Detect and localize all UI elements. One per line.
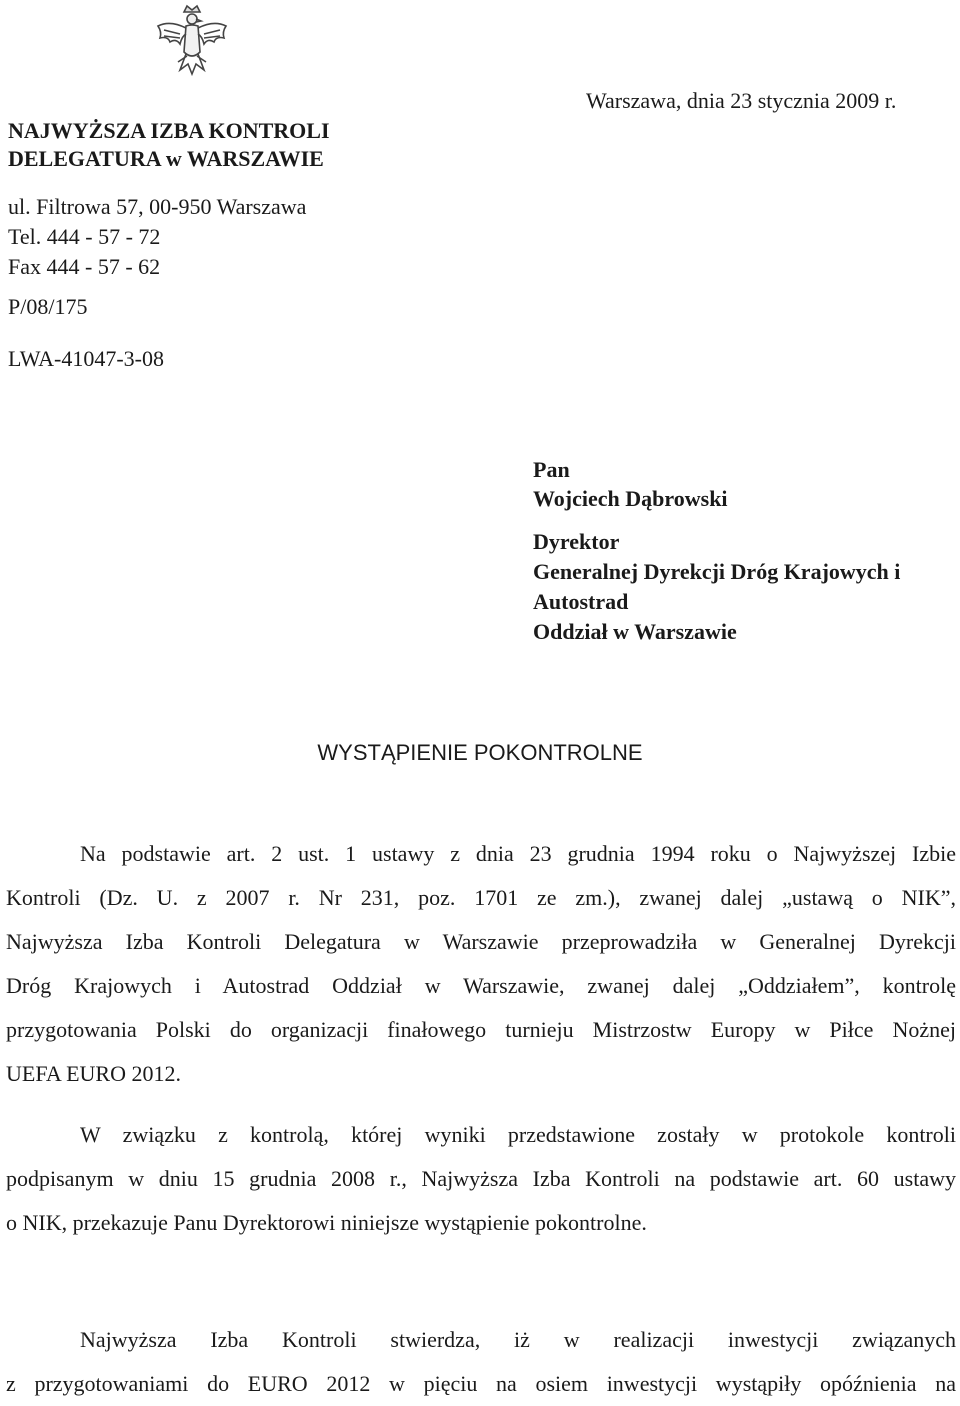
- body-paragraph-1: [6, 832, 956, 1096]
- body-paragraph-3: [6, 1318, 956, 1406]
- paragraph-line: Kontroli (Dz. U. z 2007 r. Nr 231, poz. 1701 ze zm.), zwanej dalej „ustawą o NIK”,: [6, 885, 956, 910]
- office-address: ul. Filtrowa 57, 00-950 Warszawa: [8, 194, 307, 219]
- paragraph-line: o NIK, przekazuje Panu Dyrektorowi niniejsze wystąpienie pokontrolne.: [6, 1210, 647, 1235]
- paragraph-line: UEFA EURO 2012.: [6, 1061, 181, 1086]
- office-name-line2: DELEGATURA w WARSZAWIE: [8, 146, 324, 171]
- addressee-name: Wojciech Dąbrowski: [533, 486, 728, 511]
- paragraph-line: Na podstawie art. 2 ust. 1 ustawy z dnia 23 grudnia 1994 roku o Najwyższej Izbie: [80, 841, 956, 866]
- office-tel: Tel. 444 - 57 - 72: [8, 224, 161, 249]
- polish-eagle-emblem-icon: [150, 2, 234, 86]
- paragraph-line: Dróg Krajowych i Autostrad Oddział w Warszawie, zwanej dalej „Oddziałem”, kontrolę: [6, 973, 956, 998]
- addressee-org-line3: Oddział w Warszawie: [533, 619, 737, 644]
- paragraph-line: podpisanym w dniu 15 grudnia 2008 r., Najwyższa Izba Kontroli na podstawie art. 60 ustawy: [6, 1166, 956, 1191]
- office-fax: Fax 444 - 57 - 62: [8, 254, 161, 279]
- paragraph-line: przygotowania Polski do organizacji finałowego turnieju Mistrzostw Europy w Piłce Nożnej: [6, 1017, 956, 1042]
- addressee-position: Dyrektor: [533, 529, 620, 554]
- place-date: Warszawa, dnia 23 stycznia 2009 r.: [586, 88, 897, 113]
- paragraph-line: Najwyższa Izba Kontroli Delegatura w Warszawie przeprowadziła w Generalnej Dyrekcji: [6, 929, 956, 954]
- addressee-salutation: Pan: [533, 457, 570, 482]
- addressee-org-line1: Generalnej Dyrekcji Dróg Krajowych i: [533, 559, 901, 584]
- document-title: WYSTĄPIENIE POKONTROLNE: [317, 740, 643, 765]
- paragraph-line: z przygotowaniami do EURO 2012 w pięciu na osiem inwestycji wystąpiły opóźnienia na: [6, 1371, 956, 1396]
- office-name-line1: NAJWYŻSZA IZBA KONTROLI: [8, 118, 330, 143]
- addressee-org-line2: Autostrad: [533, 589, 629, 614]
- paragraph-line: Najwyższa Izba Kontroli stwierdza, iż w realizacji inwestycji związanych: [80, 1327, 956, 1352]
- paragraph-line: W związku z kontrolą, której wyniki przedstawione zostały w protokole kontroli: [80, 1122, 956, 1147]
- reference-number: P/08/175: [8, 294, 88, 319]
- case-number: LWA-41047-3-08: [8, 346, 164, 371]
- body-paragraph-2: [6, 1113, 956, 1245]
